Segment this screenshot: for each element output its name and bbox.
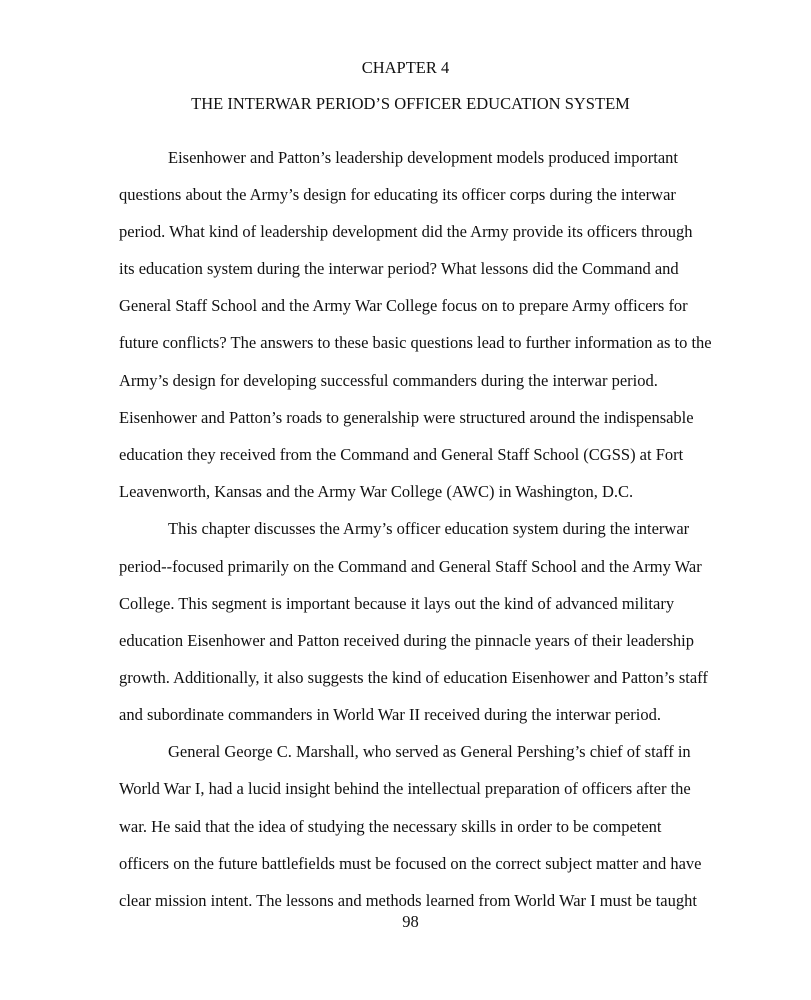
text-line: questions about the Army’s design for educating its officer corps during the interwar [119, 185, 676, 204]
text-line: This chapter discusses the Army’s officer education system during the interwar [168, 519, 690, 538]
chapter-title: THE INTERWAR PERIOD’S OFFICER EDUCATION SYSTEM [191, 94, 630, 113]
text-line: period--focused primarily on the Command and General Staff School and the Army War [119, 557, 702, 576]
text-line: General George C. Marshall, who served as General Pershing’s chief of staff in [168, 742, 691, 761]
text-line: Eisenhower and Patton’s roads to generalship were structured around the indispensable [119, 408, 694, 427]
text-line: Army’s design for developing successful commanders during the interwar period. [119, 371, 658, 390]
text-line: World War I, had a lucid insight behind the intellectual preparation of officers after the [119, 779, 691, 798]
chapter-number: CHAPTER 4 [361, 58, 450, 77]
text-line: war. He said that the idea of studying the necessary skills in order to be competent [119, 817, 662, 836]
text-line: clear mission intent. The lessons and methods learned from World War I must be taught [119, 891, 697, 910]
text-line: General Staff School and the Army War College focus on to prepare Army officers for [119, 296, 688, 315]
page-number: 98 [402, 912, 419, 931]
text-line: College. This segment is important because it lays out the kind of advanced military [119, 594, 675, 613]
text-line: and subordinate commanders in World War II received during the interwar period. [119, 705, 661, 724]
text-line: Leavenworth, Kansas and the Army War College (AWC) in Washington, D.C. [119, 482, 634, 501]
text-line: its education system during the interwar period? What lessons did the Command and [119, 259, 679, 278]
text-line: growth. Additionally, it also suggests the kind of education Eisenhower and Patton’s staff [119, 668, 708, 687]
text-line: period. What kind of leadership development did the Army provide its officers through [119, 222, 693, 241]
text-line: future conflicts? The answers to these basic questions lead to further information as to the [119, 333, 712, 352]
text-line: Eisenhower and Patton’s leadership development models produced important [168, 148, 679, 167]
text-line: education they received from the Command and General Staff School (CGSS) at Fort [119, 445, 684, 464]
text-line: education Eisenhower and Patton received during the pinnacle years of their leadership [119, 631, 694, 650]
text-line: officers on the future battlefields must be focused on the correct subject matter and have [119, 854, 702, 873]
